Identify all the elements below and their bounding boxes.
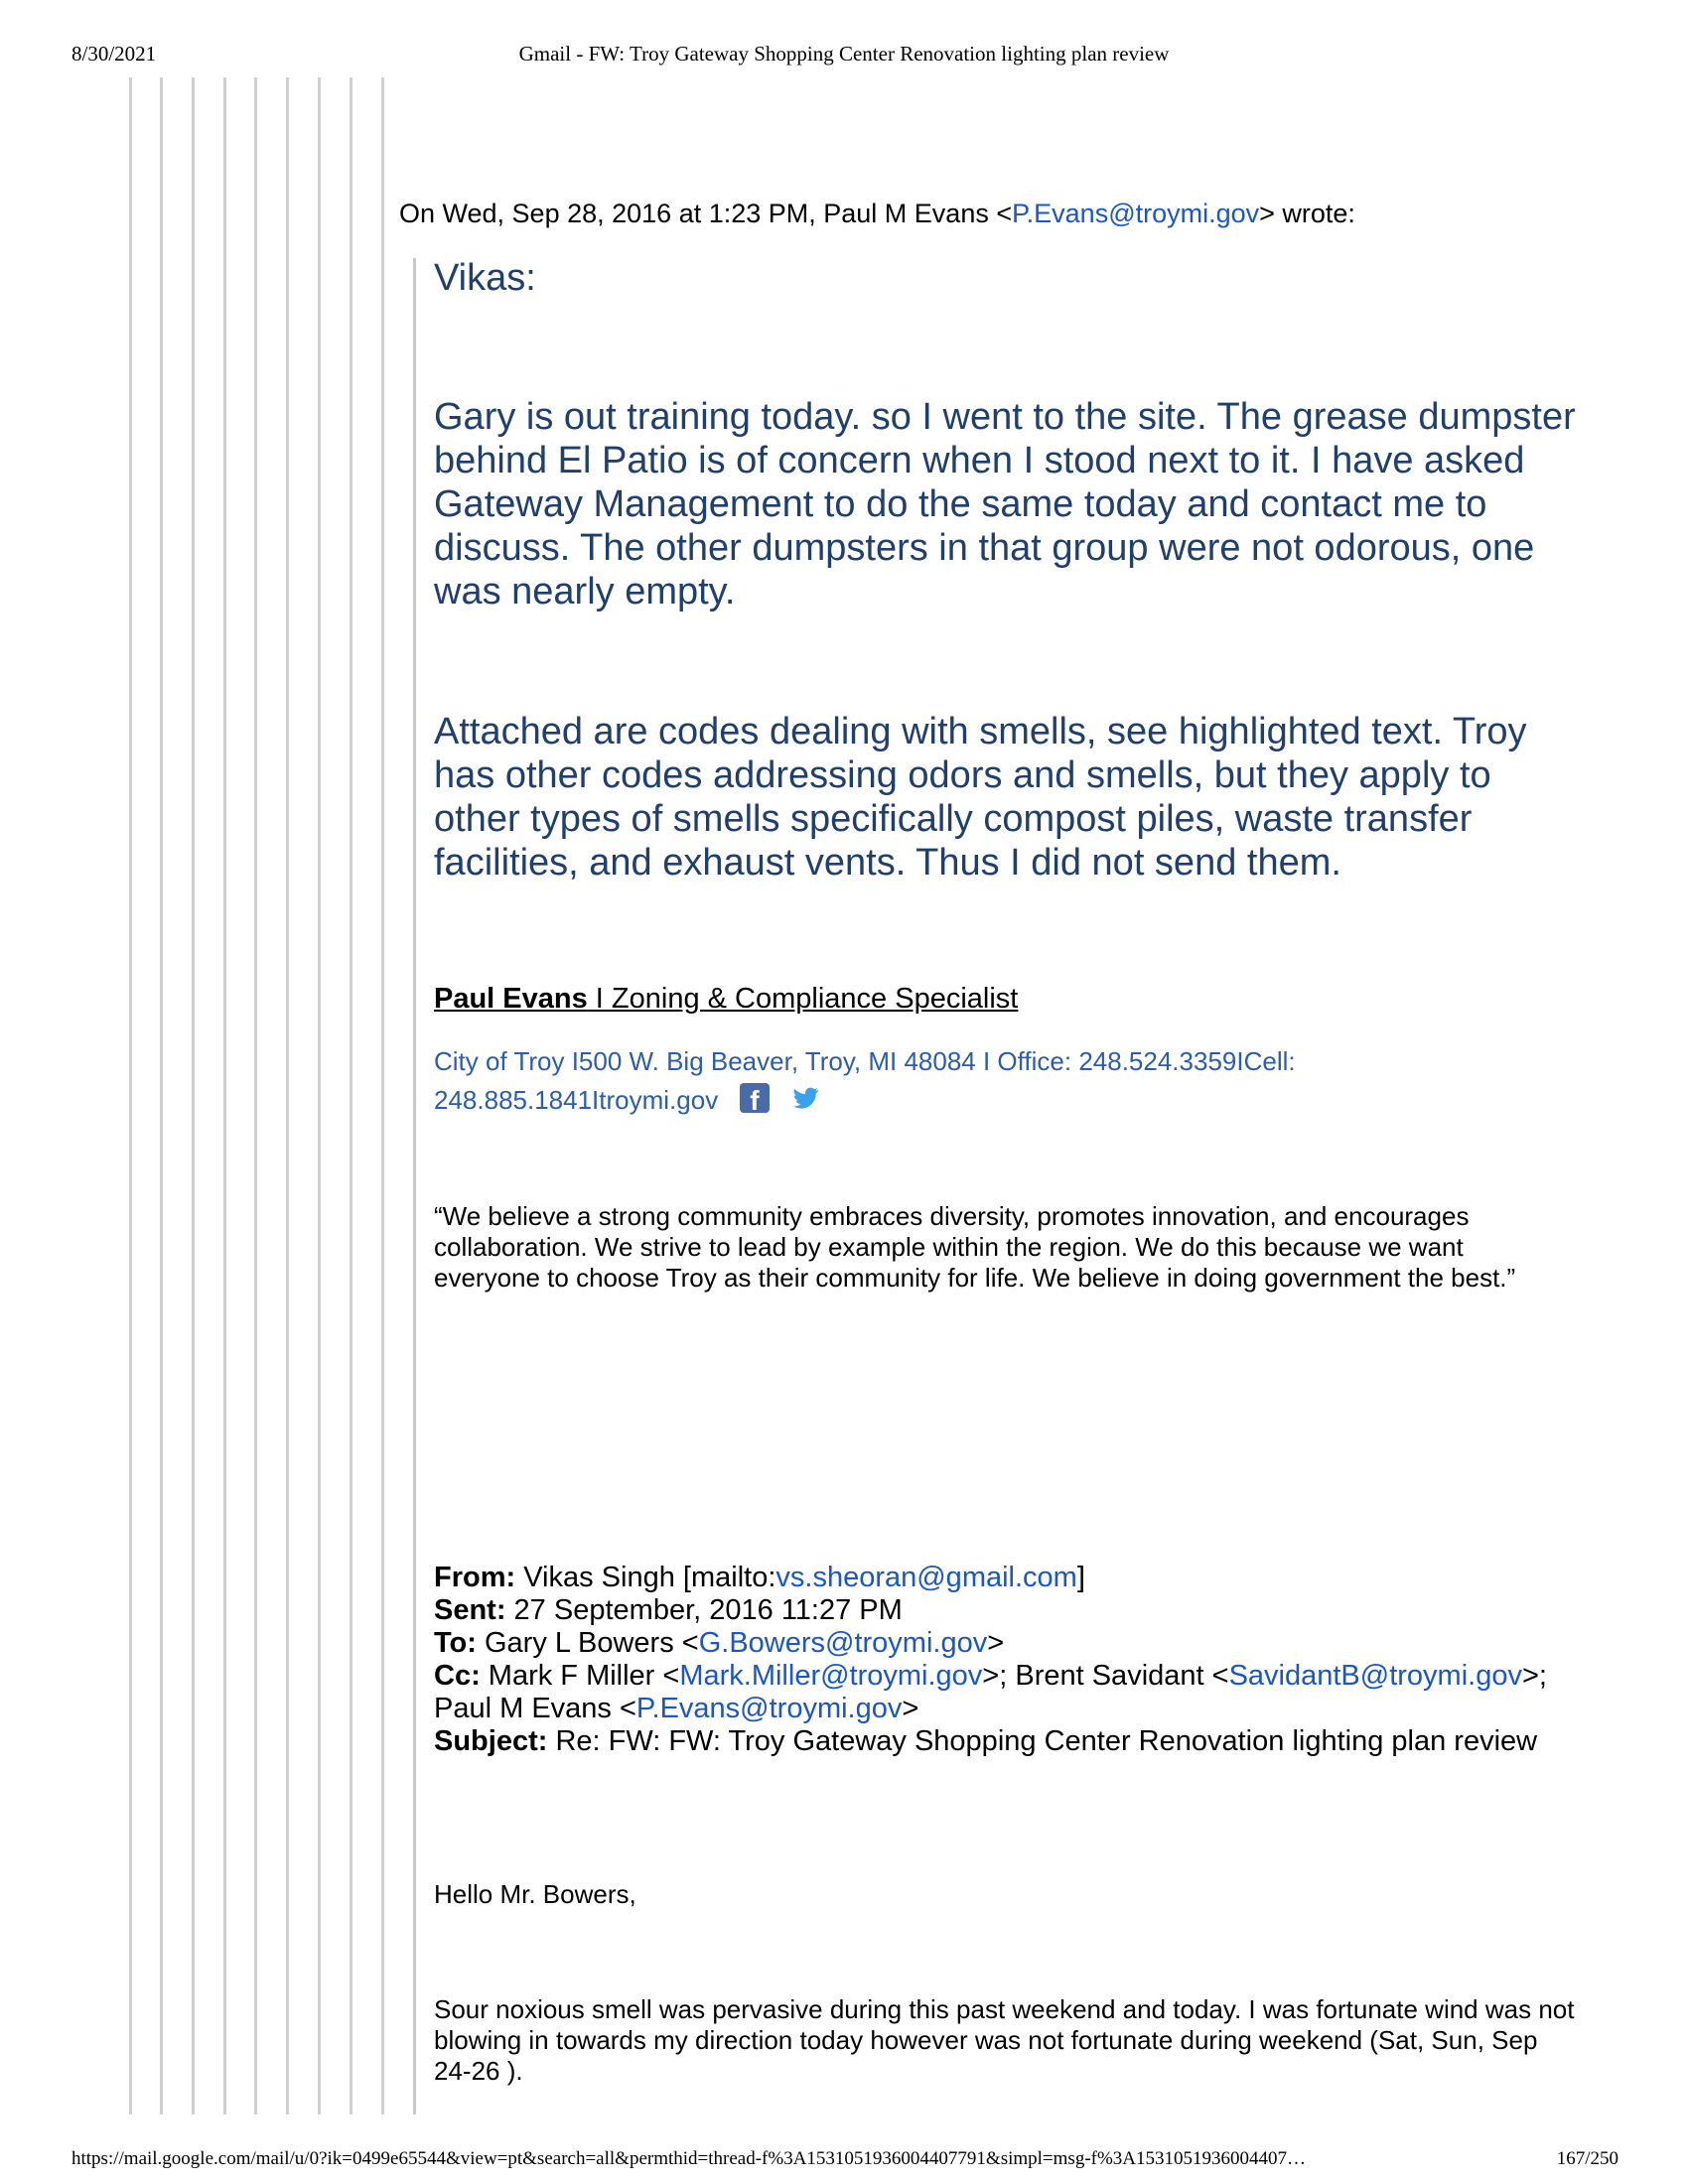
signature-title: I Zoning & Compliance Specialist: [587, 983, 1019, 1015]
print-url: https://mail.google.com/mail/u/0?ik=0499e65544&view=pt&search=all&permthid=thread-f%3A1531051936004407791&simpl=msg-f%3A1531051936004407…: [71, 2148, 1307, 2169]
quote-bar: [160, 77, 163, 2115]
facebook-icon[interactable]: [740, 1083, 770, 1113]
signature-contact: [434, 1042, 1576, 1120]
email-link[interactable]: vs.sheoran@gmail.com: [775, 1562, 1077, 1593]
signature-quote: “We believe a strong community embraces diversity, promotes innovation, and encourages collaboration. We strive to lead by example within the region. We do this because we want everyone to choose Troy as their community for life. We believe in doing government the best.”: [434, 1201, 1516, 1293]
quote-bar: [223, 77, 226, 2115]
quote-bar: [381, 77, 384, 2115]
quote-attribution: [399, 199, 1355, 229]
header-value: >; Paul M Evans <: [434, 1660, 1547, 1724]
header-value: Mark F Miller <: [480, 1660, 680, 1692]
header-value: ]: [1076, 1562, 1085, 1593]
to-line: [434, 1627, 1576, 1660]
email-link[interactable]: G.Bowers@troymi.gov: [698, 1627, 988, 1659]
quote-bar: [254, 77, 257, 2115]
attribution-text: > wrote:: [1259, 199, 1355, 228]
quote-bar: [286, 77, 289, 2115]
header-value: >: [902, 1693, 919, 1724]
email-link[interactable]: SavidantB@troymi.gov: [1228, 1660, 1522, 1692]
email-link[interactable]: P.Evans@troymi.gov: [1012, 199, 1260, 228]
header-value: Vikas Singh [mailto:: [515, 1562, 776, 1593]
subject-line: [434, 1725, 1576, 1758]
header-value: >: [987, 1627, 1005, 1659]
header-value: Gary L Bowers <: [476, 1627, 699, 1659]
sent-line: [434, 1594, 1576, 1627]
header-label: Subject:: [434, 1725, 548, 1757]
cc-line: [434, 1660, 1576, 1725]
signature-contact-text: City of Troy I500 W. Big Beaver, Troy, MI 48084 I Office: 248.524.3359ICell: 248.885.1841Itroymi.gov: [434, 1046, 1296, 1115]
message-paragraph: Attached are codes dealing with smells, see highlighted text. Troy has other codes addressing odors and smells, but they apply to other types of smells specifically compost piles, waste transfer facilities, and exhaust vents. Thus I did not send them.: [434, 711, 1527, 884]
header-value: >; Brent Savidant <: [982, 1660, 1229, 1692]
forwarded-greeting: Hello Mr. Bowers,: [434, 1879, 636, 1909]
header-label: From:: [434, 1562, 516, 1593]
header-label: Cc:: [434, 1660, 481, 1692]
quote-bar: [129, 77, 132, 2115]
header-label: To:: [434, 1627, 477, 1659]
print-title: Gmail - FW: Troy Gateway Shopping Center Renovation lighting plan review: [518, 42, 1170, 66]
print-date: 8/30/2021: [71, 42, 157, 66]
quote-bar: [350, 77, 352, 2115]
forwarded-headers: [434, 1562, 1576, 1758]
greeting: Vikas:: [434, 257, 536, 299]
attribution-text: On Wed, Sep 28, 2016 at 1:23 PM, Paul M Evans <: [399, 199, 1013, 228]
signature-name: Paul Evans: [434, 983, 588, 1015]
header-value: 27 September, 2016 11:27 PM: [505, 1594, 903, 1626]
quote-bar: [318, 77, 321, 2115]
forwarded-paragraph: Sour noxious smell was pervasive during this past weekend and today. I was fortunate wind was not blowing in towards my direction today however was not fortunate during weekend (Sat, Sun, Sep 24-26 ).: [434, 1994, 1575, 2086]
header-value: Re: FW: FW: Troy Gateway Shopping Center Renovation lighting plan review: [547, 1725, 1538, 1757]
email-link[interactable]: Mark.Miller@troymi.gov: [679, 1660, 983, 1692]
message-paragraph: Gary is out training today. so I went to the site. The grease dumpster behind El Patio is of concern when I stood next to it. I have asked Gateway Management to do the same today and contact me to discuss. The other dumpsters in that group were not odorous, one was nearly empty.: [434, 396, 1576, 613]
quote-bar-inner: [413, 258, 416, 2115]
page-number: 167/250: [1556, 2148, 1618, 2169]
quote-bar: [192, 77, 195, 2115]
email-link[interactable]: P.Evans@troymi.gov: [635, 1693, 903, 1724]
header-label: Sent:: [434, 1594, 506, 1626]
twitter-icon[interactable]: [791, 1083, 821, 1113]
signature-name-line: [434, 983, 1576, 1016]
from-line: [434, 1562, 1576, 1594]
